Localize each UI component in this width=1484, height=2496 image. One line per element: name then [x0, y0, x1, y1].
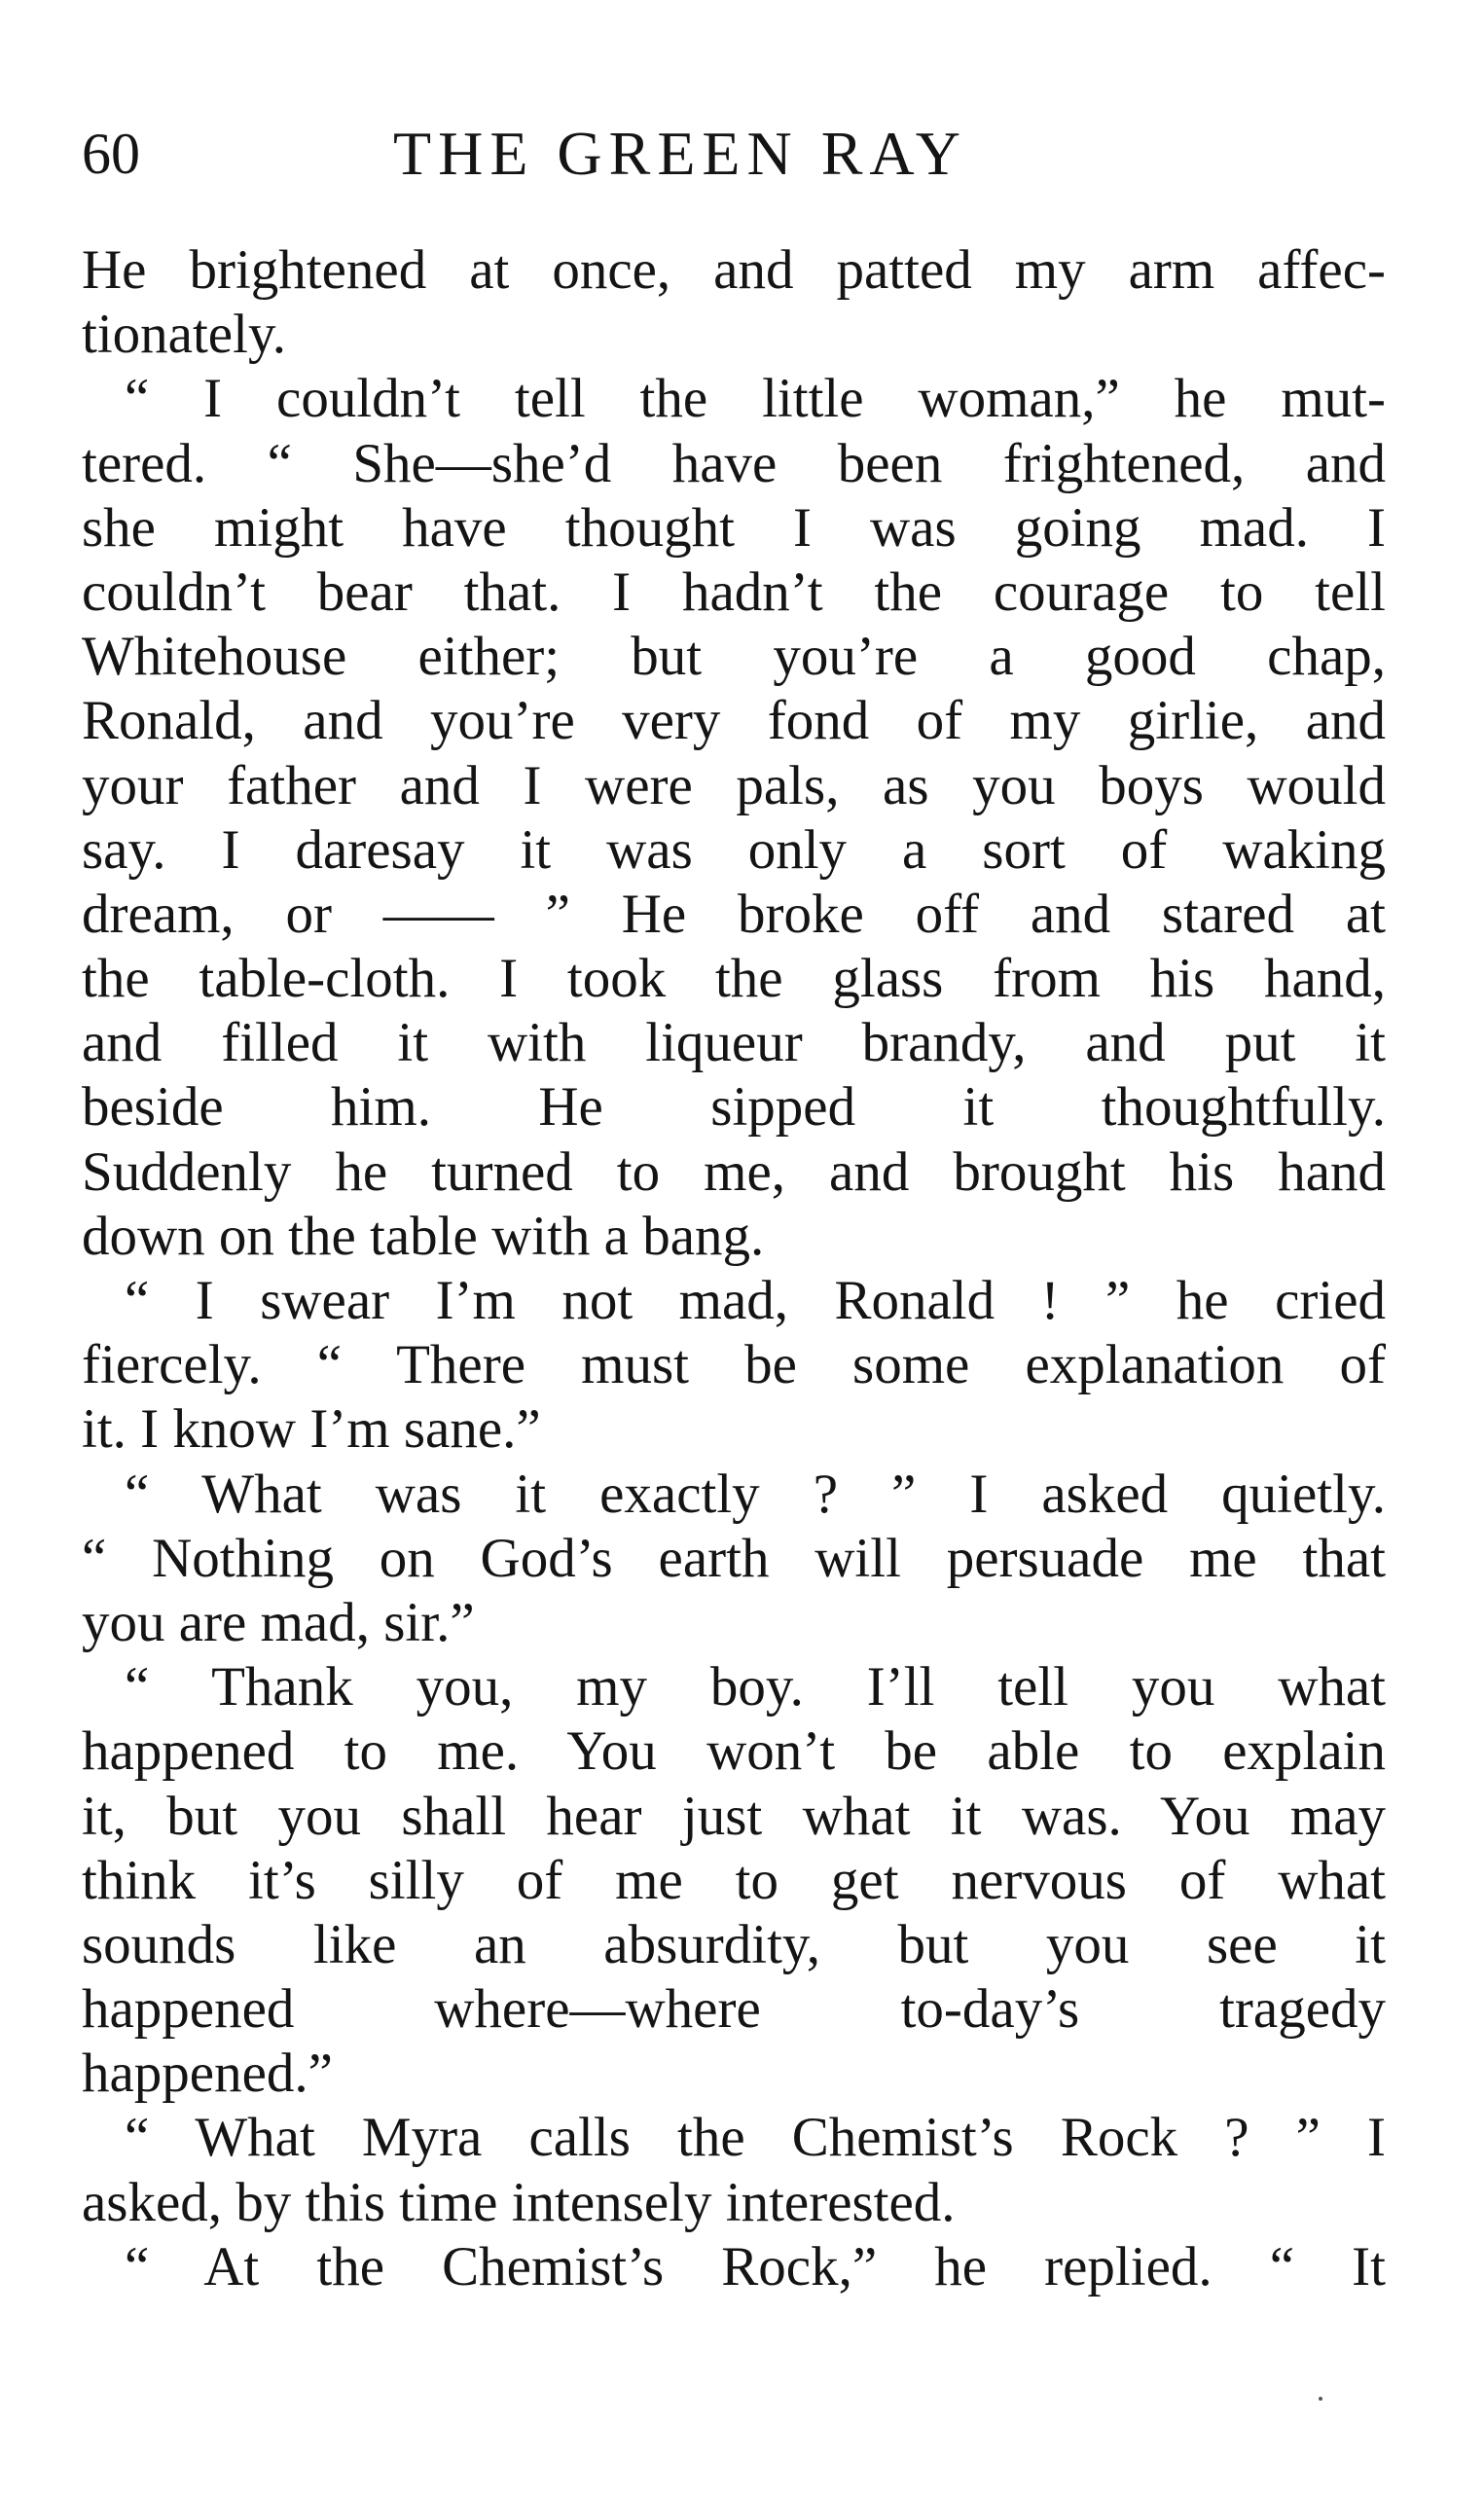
text-line: dream, or —— ” He broke off and stared at [82, 883, 1386, 945]
print-speck [1319, 2397, 1322, 2401]
text-line: couldn’t bear that. I hadn’t the courage to tell [82, 561, 1386, 623]
text-line: asked, by this time intensely interested. [82, 2171, 956, 2233]
text-line: Ronald, and you’re very fond of my girlie, and [82, 690, 1386, 752]
text-line: happened.” [82, 2043, 333, 2105]
text-line: Whitehouse either; but you’re a good chap, [82, 626, 1386, 688]
text-line: “ Nothing on God’s earth will persuade me that [82, 1527, 1386, 1589]
text-line: Suddenly he turned to me, and brought his hand [82, 1140, 1386, 1203]
text-line: fiercely. “ There must be some explanation of [82, 1334, 1386, 1396]
text-line: your father and I were pals, as you boys would [82, 754, 1386, 816]
text-line: it. I know I’m sane.” [82, 1398, 541, 1461]
text-line: beside him. He sipped it thoughtfully. [82, 1076, 1386, 1139]
text-line: “ I couldn’t tell the little woman,” he mut- [125, 368, 1386, 430]
text-line: tionately. [82, 304, 286, 366]
text-line: down on the table with a bang. [82, 1205, 765, 1267]
text-line: think it’s silly of me to get nervous of what [82, 1849, 1386, 1911]
running-head [82, 115, 1386, 193]
text-line: “ I swear I’m not mad, Ronald ! ” he cried [125, 1270, 1386, 1331]
text-line: sounds like an absurdity, but you see it [82, 1913, 1386, 1975]
text-line: it, but you shall hear just what it was. You may [82, 1785, 1386, 1847]
page-number: 60 [82, 122, 140, 186]
text-line: say. I daresay it was only a sort of waking [82, 818, 1386, 881]
text-line: “ What was it exactly ? ” I asked quietly. [125, 1463, 1386, 1525]
text-line: He brightened at once, and patted my arm affec- [82, 239, 1386, 301]
text-line: tered. “ She—she’d have been frightened, and [82, 432, 1386, 494]
text-line: and filled it with liqueur brandy, and put it [82, 1012, 1386, 1074]
text-line: you are mad, sir.” [82, 1591, 475, 1653]
text-line: happened where—where to-day’s tragedy [82, 1978, 1386, 2041]
text-line: “ Thank you, my boy. I’ll tell you what [125, 1656, 1386, 1718]
text-line: the table-cloth. I took the glass from his hand, [82, 948, 1386, 1010]
text-line: “ At the Chemist’s Rock,” he replied. “ It [125, 2235, 1386, 2297]
text-line: “ What Myra calls the Chemist’s Rock ? ” I [125, 2107, 1386, 2169]
running-title: THE GREEN RAY [393, 119, 967, 188]
body-text [82, 238, 1386, 2299]
text-line: she might have thought I was going mad. I [82, 496, 1386, 559]
text-line: happened to me. You won’t be able to explain [82, 1720, 1386, 1783]
